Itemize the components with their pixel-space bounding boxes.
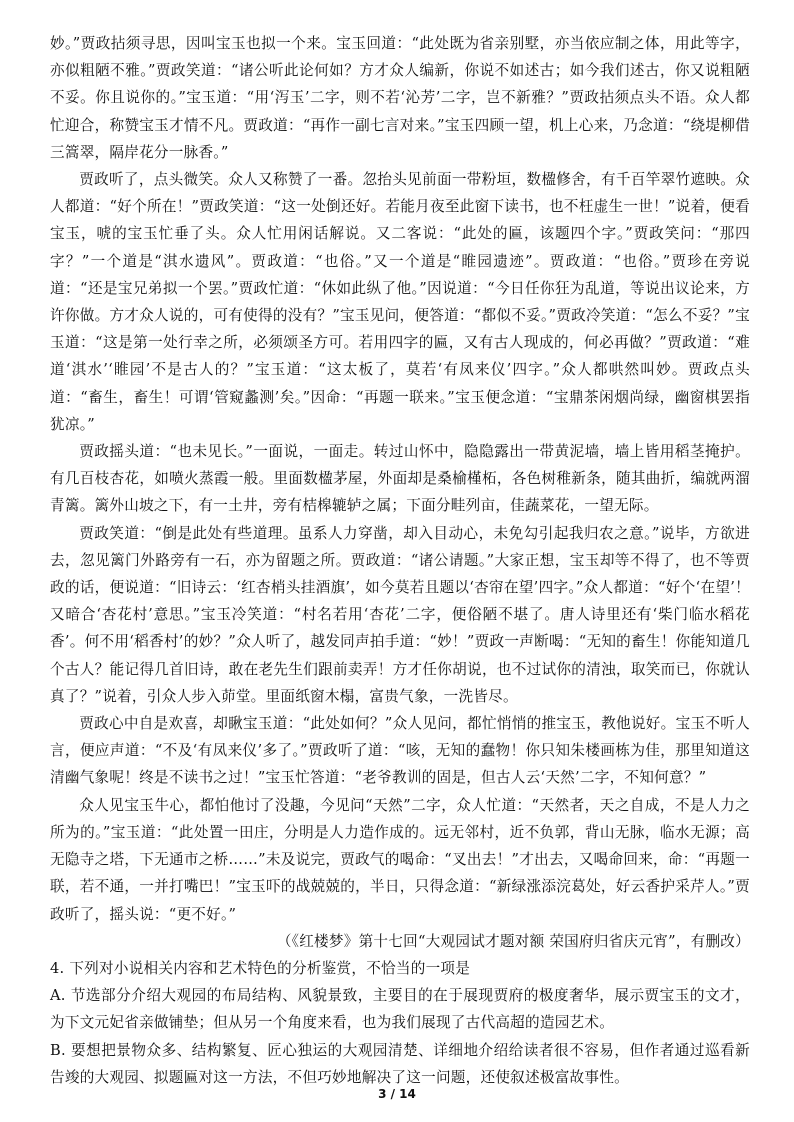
paragraph-2: 贾政听了，点头微笑。众人又称赞了一番。忽抬头见前面一带粉垣，数楹修舍，有千百竿翠竹遮映。众人都道：“好个所在！”贾政笑道：“这一处倒还好。若能月夜至此窗下读书，也不枉虚生一世！”说着，便看宝玉，唬的宝玉忙垂了头。众人忙用闲话解说。又二客说：“此处的匾，该题四个字。”贾政笑问：“那四字？”一个道是“淇水遗风”。贾政道：“也俗。”又一个道是“睢园遗迹”。贾政道：“也俗。”贾珍在旁说道：“还是宝兄弟拟一个罢。”贾政忙道：“休如此纵了他。”因说道：“今日任你狂为乱道，等说出议论来，方许你做。方才众人说的，可有使得的没有？”宝玉见问，便答道：“都似不妥。”贾政冷笑道：“怎么不妥？”宝玉道：“这是第一处行幸之所，必须颂圣方可。若用四字的匾，又有古人现成的，何必再做？”贾政道：“难道‘淇水’‘睢园’不是古人的？”宝玉道：“这太板了，莫若‘有凤来仪’四字。”众人都哄然叫妙。贾政点头道：“畜生，畜生！可谓‘管窥蠡测’矣。”因命：“再题一联来。”宝玉便念道：“宝鼎茶闲烟尚绿，幽窗棋罢指犹凉。”	[50, 171, 750, 433]
question-option-b: B. 要想把景物众多、结构繁复、匠心独运的大观园清楚、详细地介绍给读者很不容易，但作者通过巡看新告竣的大观园、拟题匾对这一方法，不但巧妙地解决了这一问题，还使叙述极富故事性。	[50, 1041, 750, 1086]
question-stem: 4. 下列对小说相关内容和艺术特色的分析鉴赏，不恰当的一项是	[50, 959, 471, 977]
paragraph-4: 贾政笑道：“倒是此处有些道理。虽系人力穿凿，却入目动心，未免勾引起我归农之意。”说毕，方欲进去，忽见篱门外路旁有一石，亦为留题之所。贾政道：“诸公请题。”大家正想，宝玉却等不得了，也不等贾政的话，便说道：“旧诗云：‘红杏梢头挂酒旗’，如今莫若且题以‘杏帘在望’四字。”众人都道：“好个‘在望’！又暗合‘杏花村’意思。”宝玉冷笑道：“村名若用‘杏花’二字，便俗陋不堪了。唐人诗里还有‘柴门临水稻花香’。何不用‘稻香村’的妙？”众人听了，越发同声拍手道：“妙！”贾政一声断喝：“无知的畜生！你能知道几个古人？能记得几首旧诗，敢在老先生们跟前卖弄！方才任你胡说，也不过试你的清浊，取笑而已，你就认真了？”说着，引众人步入茆堂。里面纸窗木榻，富贵气象，一洗皆尽。	[50, 524, 750, 705]
paragraph-5: 贾政心中自是欢喜，却瞅宝玉道：“此处如何？”众人见问，都忙悄悄的推宝玉，教他说好。宝玉不听人言，便应声道：“不及‘有凤来仪’多了。”贾政听了道：“咳，无知的蠢物！你只知朱楼画栋为佳，那里知道这清幽气象呢！终是不读书之过！”宝玉忙答道：“老爷教训的固是，但古人云‘天然’二字，不知何意？”	[50, 715, 750, 787]
document-body	[50, 30, 750, 1091]
paragraph-3: 贾政摇头道：“也未见长。”一面说，一面走。转过山怀中，隐隐露出一带黄泥墙，墙上皆用稻茎掩护。有几百枝杏花，如喷火蒸霞一般。里面数楹茅屋，外面却是桑榆槿柘，各色树稚新条，随其曲折，编就两溜青篱。篱外山坡之下，有一土井，旁有桔槔辘轳之属；下面分畦列亩，佳蔬菜花，一望无际。	[50, 443, 750, 515]
source-citation: （《红楼梦》第十七回“大观园试才题对额 荣国府归省庆元宵”，有删改）	[276, 932, 750, 950]
page-number: 3 / 14	[378, 1087, 416, 1101]
question-option-a: A. 节选部分介绍大观园的布局结构、风貌景致，主要目的在于展现贾府的极度奢华，展示贾宝玉的文才，为下文元妃省亲做铺垫；但从另一个角度来看，也为我们展现了古代高超的造园艺术。	[50, 987, 750, 1032]
paragraph-1: 妙。”贾政拈须寻思，因叫宝玉也拟一个来。宝玉回道：“此处既为省亲别墅，亦当依应制之体，用此等字，亦似粗陋不雅。”贾政笑道：“诸公听此论何如？方才众人编新，你说不如述古；如今我们述古，你又说粗陋不妥。你且说你的。”宝玉道：“用‘泻玉’二字，则不若‘沁芳’二字，岂不新雅？”贾政拈须点头不语。众人都忙迎合，称赞宝玉才情不凡。贾政道：“再作一副七言对来。”宝玉四顾一望，机上心来，乃念道：“绕堤柳借三篙翠，隔岸花分一脉香。”	[50, 35, 750, 161]
paragraph-6: 众人见宝玉牛心，都怕他讨了没趣，今见问“天然”二字，众人忙道：“天然者，天之自成，不是人力之所为的。”宝玉道：“此处置一田庄，分明是人力造作成的。远无邻村，近不负郭，背山无脉，临水无源；高无隐寺之塔，下无通市之桥……”未及说完，贾政气的喝命：“叉出去！”才出去，又喝命回来，命：“再题一联，若不通，一并打嘴巴！”宝玉吓的战兢兢的，半日，只得念道：“新绿涨添浣葛处，好云香护采芹人。”贾政听了，摇头说：“更不好。”	[50, 796, 750, 923]
